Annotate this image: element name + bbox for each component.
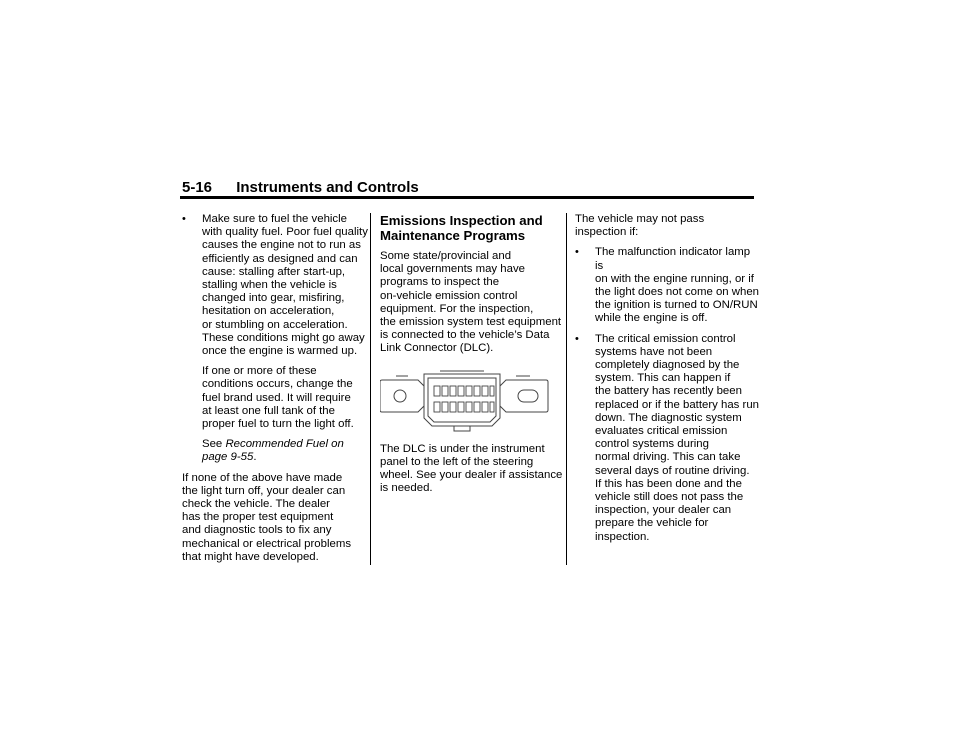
text-line: hesitation on acceleration, — [202, 305, 335, 318]
text-line: fuel brand used. It will require — [202, 391, 351, 404]
emissions-intro-paragraph — [380, 250, 564, 356]
section-heading-line-1: Emissions Inspection and — [380, 213, 543, 228]
text-line: once the engine is warmed up. — [202, 345, 358, 358]
text-line: Some state/provincial and — [380, 250, 512, 262]
text-line: wheel. See your dealer if assistance — [380, 469, 563, 482]
text-line: inspection. — [595, 530, 650, 543]
text-line: on with the engine running, or if — [595, 272, 754, 285]
text-line: cause: stalling after start-up, — [202, 265, 346, 278]
text-line: mechanical or electrical problems — [182, 537, 352, 550]
column-divider-1 — [370, 213, 371, 565]
text-line: If this has been done and the — [595, 477, 742, 490]
text-line: vehicle still does not pass the — [595, 491, 744, 504]
text-line: conditions occurs, change the — [202, 378, 353, 391]
text-line: while the engine is off. — [595, 312, 708, 325]
text-line: with quality fuel. Poor fuel quality — [202, 226, 368, 239]
text-line: and diagnostic tools to fix any — [182, 524, 332, 537]
text-line: The malfunction indicator lamp is — [595, 246, 751, 272]
fuel-quality-text — [202, 213, 368, 358]
text-line: or stumbling on acceleration. — [202, 318, 348, 331]
cross-reference-link[interactable]: Recommended Fuel on — [225, 438, 344, 451]
text-line: causes the engine not to run as — [202, 239, 361, 252]
see-reference — [202, 438, 368, 464]
page-header — [182, 180, 754, 195]
column-3 — [575, 213, 760, 544]
text-line: proper fuel to turn the light off. — [202, 418, 354, 431]
bullet-marker: • — [575, 246, 579, 259]
section-heading — [380, 213, 564, 243]
text-line: local governments may have — [380, 263, 525, 276]
text-line: equipment. For the inspection, — [380, 302, 534, 315]
text-line: the ignition is turned to ON/RUN — [595, 299, 758, 312]
text-line: normal driving. This can take — [595, 451, 741, 464]
column-2 — [380, 213, 564, 495]
text-line: at least one full tank of the — [202, 404, 335, 417]
text-line: replaced or if the battery has run — [595, 398, 759, 411]
see-suffix: . — [253, 451, 257, 464]
text-line: The critical emission control — [595, 332, 736, 345]
text-line: systems have not been — [595, 345, 713, 358]
text-line: on-vehicle emission control — [380, 289, 518, 302]
chapter-title: Instruments and Controls — [236, 179, 419, 196]
text-line: is needed. — [380, 482, 433, 495]
text-line: the battery has recently been — [595, 385, 742, 398]
diagnosis-bullet — [575, 333, 760, 544]
column-1 — [182, 213, 368, 564]
text-line: If one or more of these — [202, 365, 317, 378]
inspection-intro — [575, 213, 760, 239]
text-line: is connected to the vehicle’s Data — [380, 329, 550, 342]
fuel-brand-text — [202, 365, 368, 431]
text-line: efficiently as designed and can — [202, 252, 358, 265]
cross-reference-page[interactable]: page 9-55 — [202, 451, 254, 464]
mil-bullet — [575, 246, 760, 325]
text-line: panel to the left of the steering — [380, 455, 534, 468]
text-line: that might have developed. — [182, 550, 319, 563]
column-divider-2 — [566, 213, 567, 565]
text-line: The vehicle may not pass — [575, 213, 705, 225]
text-line: several days of routine driving. — [595, 464, 750, 477]
text-line: Make sure to fuel the vehicle — [202, 213, 347, 225]
mil-bullet-text — [595, 246, 760, 325]
bullet-marker: • — [575, 332, 579, 345]
text-line: has the proper test equipment — [182, 511, 334, 524]
text-line: the light turn off, your dealer can — [182, 484, 346, 497]
text-line: programs to inspect the — [380, 276, 500, 289]
text-line: system. This can happen if — [595, 372, 731, 385]
text-line: changed into gear, misfiring, — [202, 292, 345, 305]
text-line: evaluates critical emission — [595, 425, 728, 438]
text-line: inspection if: — [575, 226, 639, 239]
bullet-marker: • — [182, 213, 186, 225]
text-line: down. The diagnostic system — [595, 411, 742, 424]
dlc-connector-illustration — [380, 366, 550, 436]
text-line: check the vehicle. The dealer — [182, 498, 330, 511]
diagnosis-bullet-text — [595, 333, 760, 544]
text-line: control systems during — [595, 438, 709, 451]
text-line: inspection, your dealer can — [595, 504, 732, 517]
dlc-location-paragraph — [380, 443, 564, 496]
text-line: The DLC is under the instrument — [380, 442, 545, 455]
fuel-quality-bullet — [182, 213, 368, 465]
text-line: If none of the above have made — [182, 471, 343, 484]
page-number: 5-16 — [182, 179, 213, 196]
text-line: Link Connector (DLC). — [380, 342, 494, 355]
header-rule — [180, 196, 754, 199]
text-line: prepare the vehicle for — [595, 517, 709, 530]
text-line: stalling when the vehicle is — [202, 279, 337, 292]
section-heading-line-2: Maintenance Programs — [380, 228, 526, 243]
text-line: the light does not come on when — [595, 286, 760, 299]
text-line: These conditions might go away — [202, 331, 365, 344]
text-line: the emission system test equipment — [380, 316, 562, 329]
text-line: completely diagnosed by the — [595, 359, 740, 372]
dealer-check-paragraph — [182, 472, 368, 564]
see-prefix: See — [202, 438, 226, 451]
